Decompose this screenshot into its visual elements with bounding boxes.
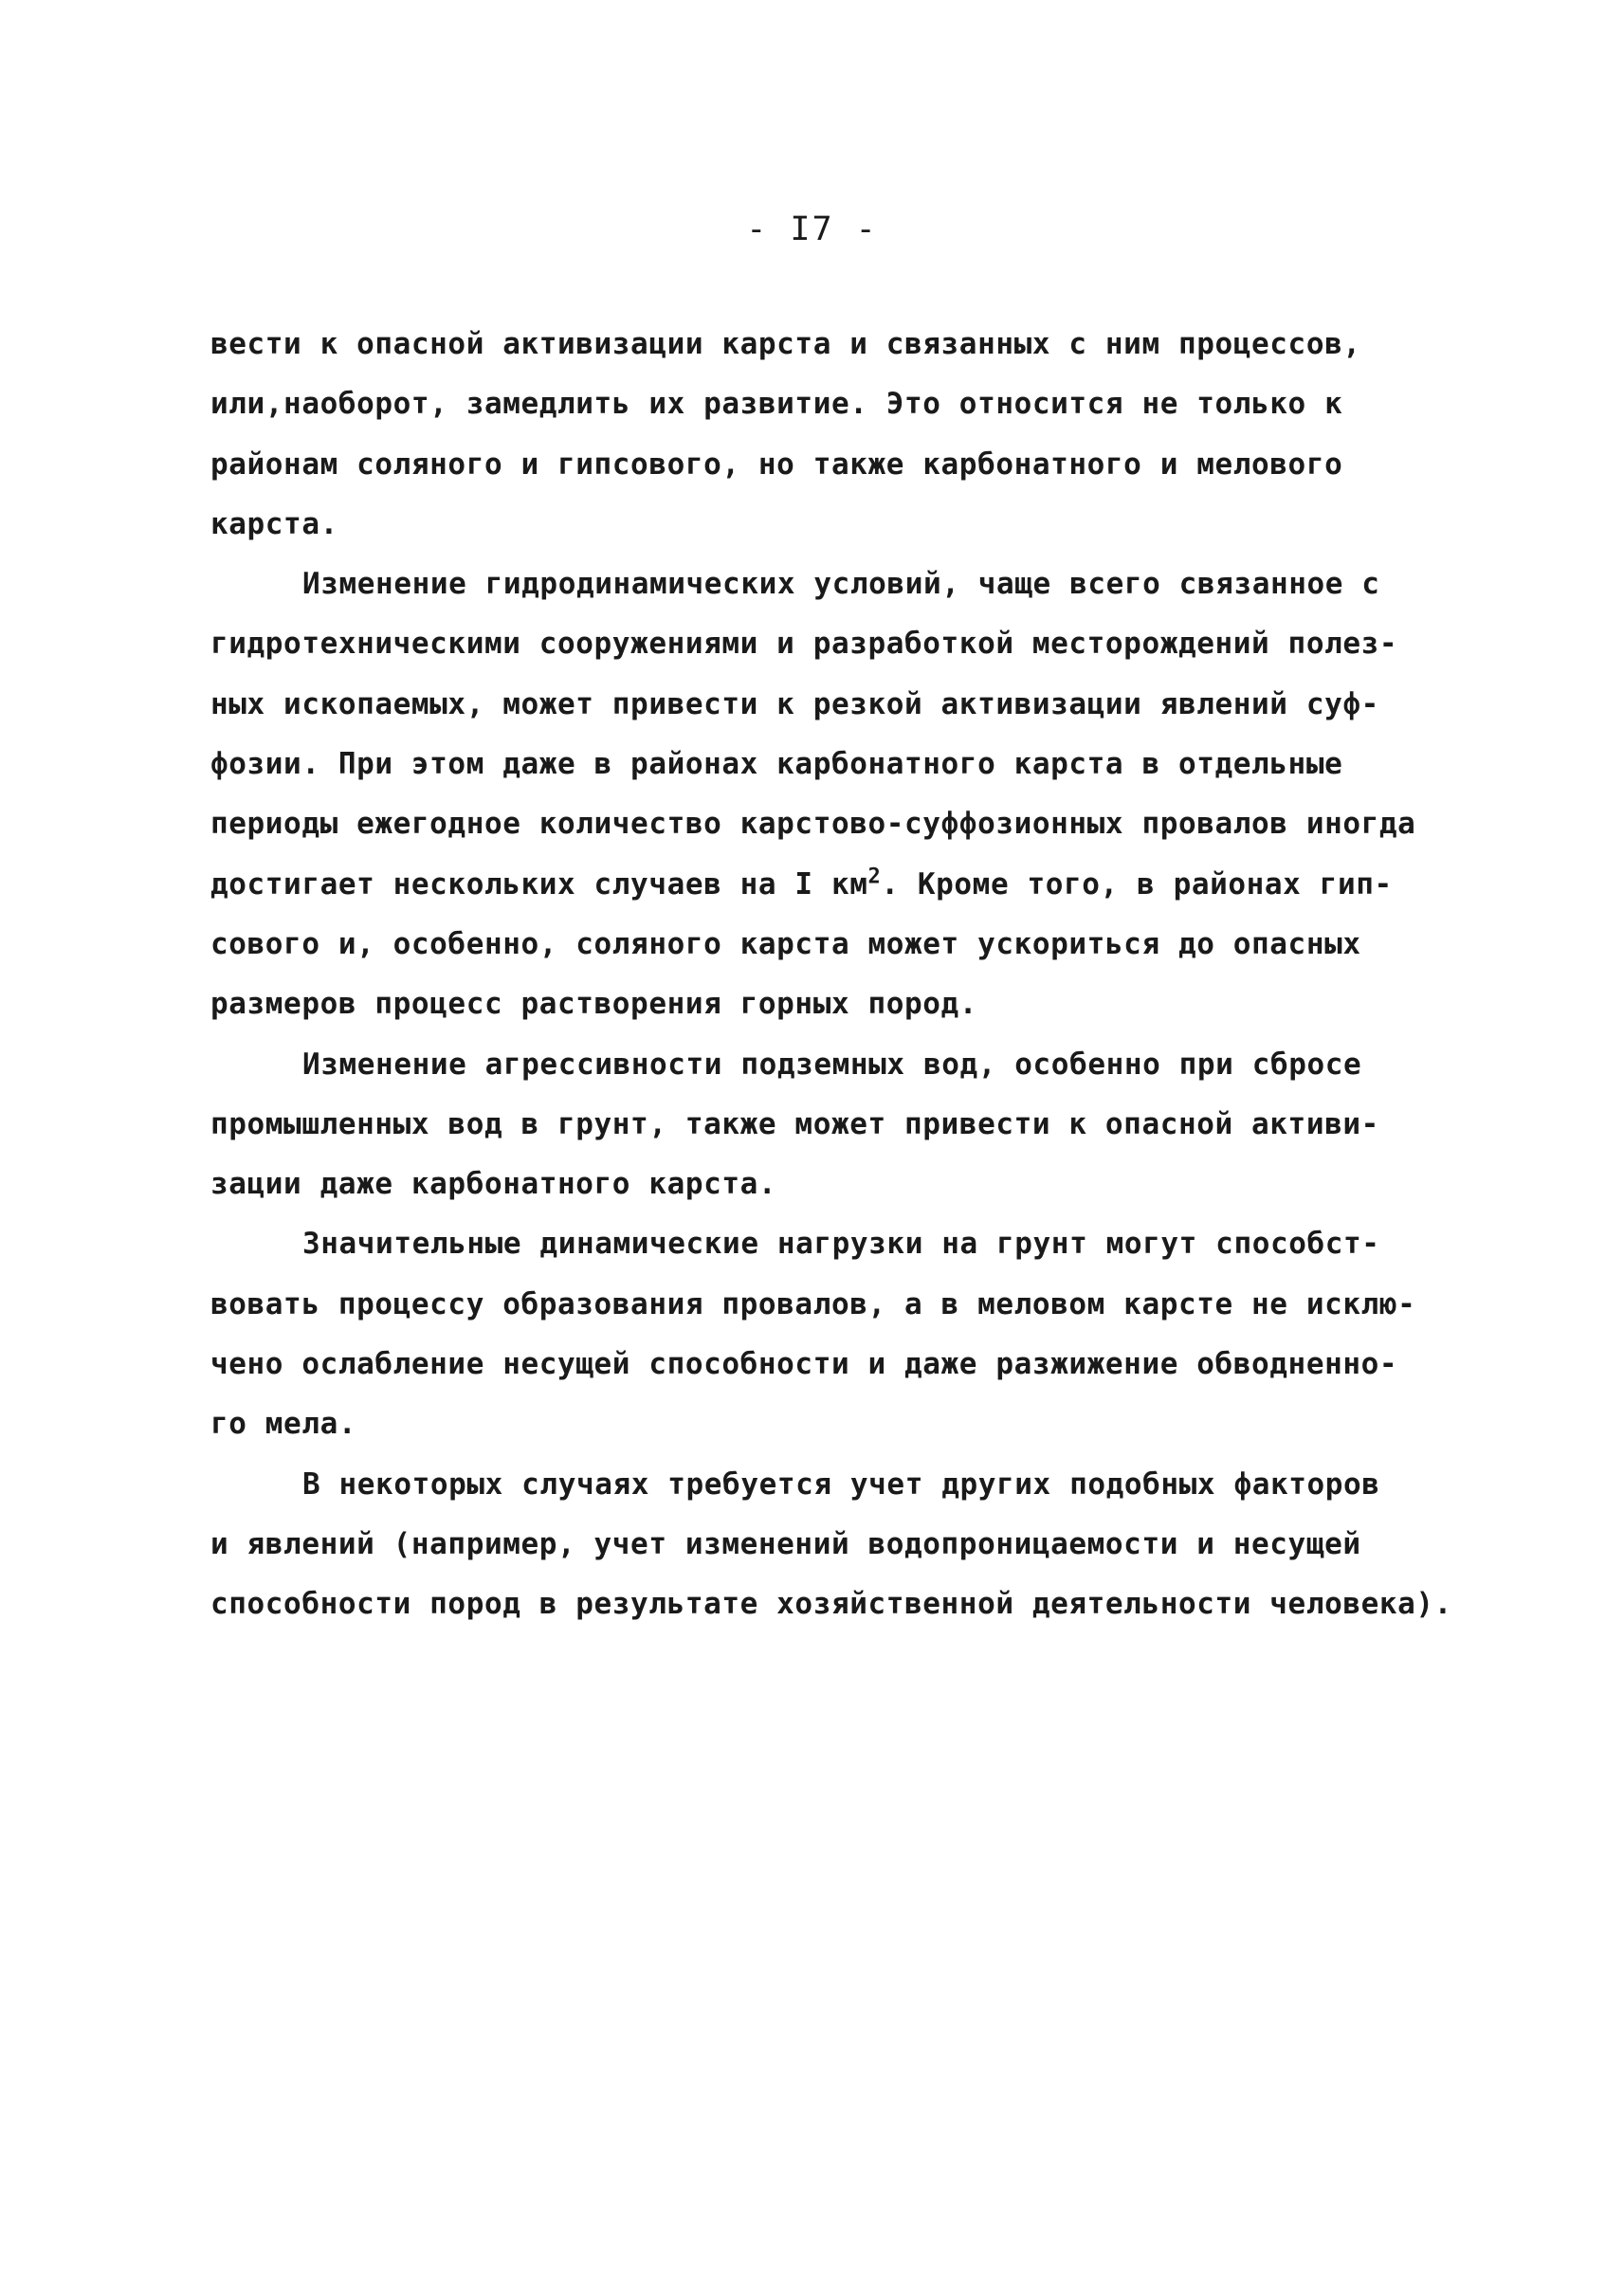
- paragraph-start-line: Изменение агрессивности подземных вод, особенно при сбросе: [302, 1047, 1362, 1082]
- text-line: ных ископаемых, может привести к резкой активизации явлений суф-: [210, 686, 1379, 721]
- text-line: вести к опасной активизации карста и связанных с ним процессов,: [210, 327, 1361, 361]
- text-line: способности пород в результате хозяйственной деятельности человека).: [210, 1587, 1452, 1622]
- text-line: районам соляного и гипсового, но также карбонатного и мелового: [210, 446, 1343, 482]
- text-line: сового и, особенно, соляного карста может ускориться до опасных: [210, 926, 1361, 961]
- superscript-exponent: 2: [867, 865, 882, 889]
- text-line: и явлений (например, учет изменений водопроницаемости и несущей: [210, 1526, 1361, 1561]
- text-line: периоды ежегодное количество карстово-суффозионных провалов иногда: [210, 807, 1416, 842]
- paragraph-start-line: Значительные динамические нагрузки на грунт могут способст-: [302, 1227, 1380, 1262]
- line-text-after-superscript: . Кроме того, в районах гип-: [881, 866, 1393, 902]
- paragraph-start-line: Изменение гидродинамических условий, чаще всего связанное с: [302, 567, 1380, 602]
- text-line: карста.: [210, 506, 338, 541]
- text-line: гидротехническими сооружениями и разработкой месторождений полез-: [210, 627, 1398, 662]
- text-line-with-superscript: [210, 855, 1481, 915]
- line-text-before-superscript: достигает нескольких случаев на I км: [210, 866, 868, 902]
- text-line: чено ослабление несущей способности и даже разжижение обводненно-: [210, 1347, 1398, 1382]
- text-line: размеров процесс растворения горных пород.: [210, 987, 978, 1022]
- text-line: вовать процессу образования провалов, а в меловом карсте не исклю-: [210, 1286, 1416, 1321]
- text-line: го мела.: [210, 1407, 357, 1442]
- paragraph-start-line: В некоторых случаях требуется учет других подобных факторов: [302, 1466, 1380, 1502]
- text-line: промышленных вод в грунт, также может привести к опасной активи-: [210, 1106, 1379, 1141]
- text-line: или,наоборот, замедлить их развитие. Это относится не только к: [210, 387, 1343, 422]
- text-line: фозии. При этом даже в районах карбонатного карста в отдельные: [210, 747, 1343, 782]
- page-number: - I7 -: [746, 210, 878, 248]
- body-text: [210, 315, 1481, 1635]
- text-line: зации даже карбонатного карста.: [210, 1167, 777, 1202]
